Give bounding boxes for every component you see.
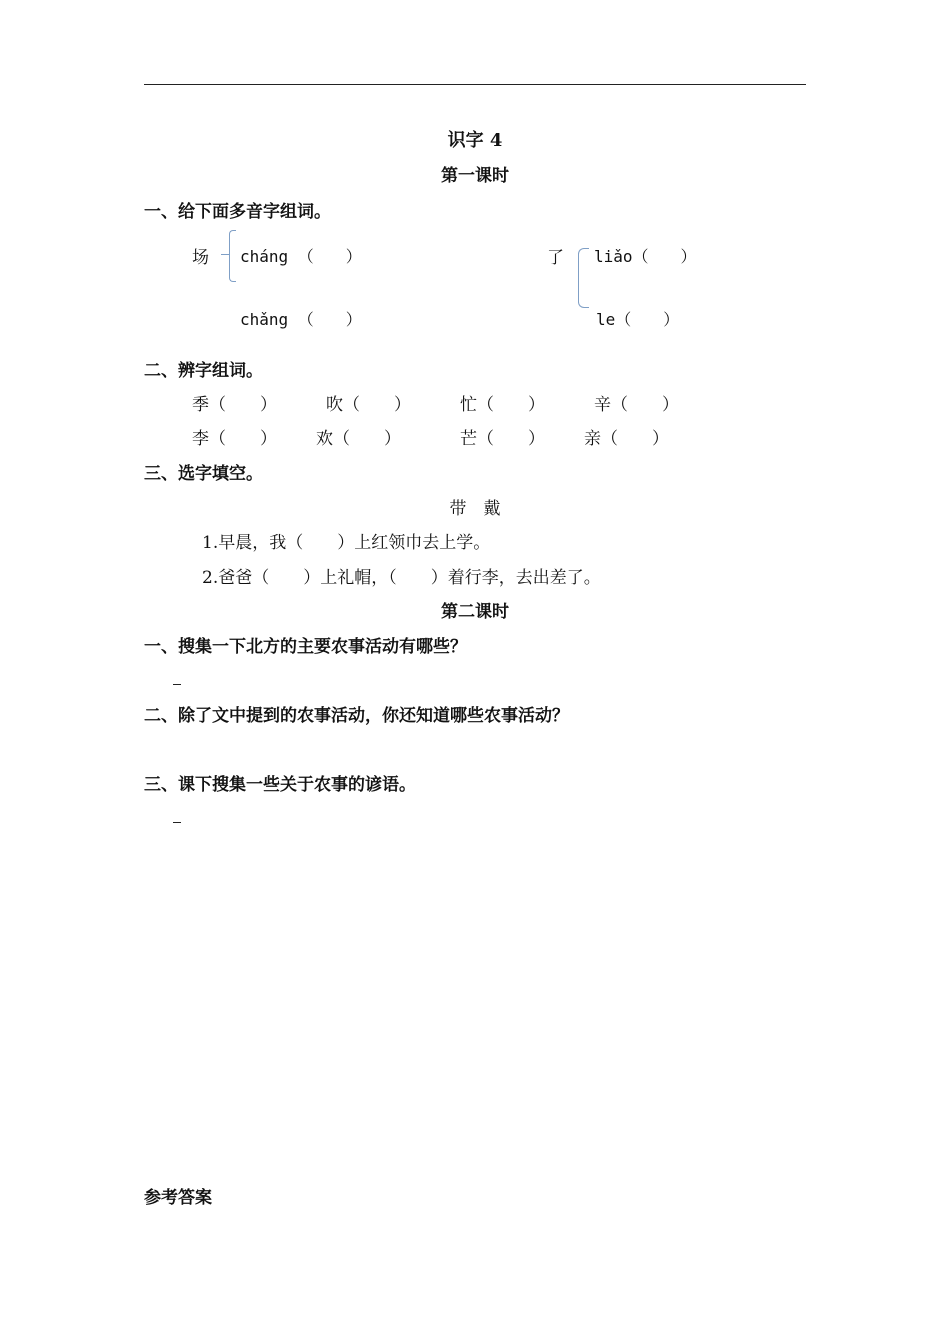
q2-heading: 二、辨字组词。 <box>144 361 263 381</box>
answers-heading: 参考答案 <box>144 1188 212 1208</box>
lesson2-heading: 第二课时 <box>441 602 509 622</box>
le-reading-b: le（ ） <box>596 310 680 329</box>
chang-reading-b: chǎng （ ） <box>240 310 362 329</box>
lesson2-q2: 二、除了文中提到的农事活动，你还知道哪些农事活动？ <box>144 706 569 726</box>
lesson2-q3: 三、课下搜集一些关于农事的谚语。 <box>144 775 416 795</box>
q2-item: 欢（ ） <box>316 429 401 449</box>
q2-item: 季（ ） <box>192 395 277 415</box>
header-rule <box>144 84 806 85</box>
q2-item: 吹（ ） <box>326 395 411 415</box>
brace-le <box>578 248 589 308</box>
polyphone-le: 了 <box>547 248 564 268</box>
brace-chang <box>229 230 236 282</box>
page-title: 识字 4 <box>447 130 503 151</box>
q1-heading: 一、给下面多音字组词。 <box>144 202 331 222</box>
answer-blank <box>173 822 181 823</box>
q2-item: 芒（ ） <box>460 429 545 449</box>
q3-options: 带 戴 <box>449 499 501 519</box>
chang-reading-a: cháng （ ） <box>240 247 362 266</box>
q2-item: 忙（ ） <box>460 395 545 415</box>
q2-item: 辛（ ） <box>594 395 679 415</box>
lesson2-q1: 一、搜集一下北方的主要农事活动有哪些？ <box>144 637 467 657</box>
q3-sentence-2: 2.爸爸（ ）上礼帽，（ ）着行李，去出差了。 <box>202 568 601 588</box>
brace-tick <box>221 254 229 255</box>
q3-sentence-1: 1.早晨，我（ ）上红领巾去上学。 <box>202 533 491 553</box>
le-reading-a: liǎo（ ） <box>594 247 697 266</box>
lesson1-heading: 第一课时 <box>441 166 509 186</box>
polyphone-chang: 场 <box>192 248 209 268</box>
answer-blank <box>173 684 181 685</box>
q2-item: 李（ ） <box>192 429 277 449</box>
q2-item: 亲（ ） <box>584 429 669 449</box>
q3-heading: 三、选字填空。 <box>144 464 263 484</box>
